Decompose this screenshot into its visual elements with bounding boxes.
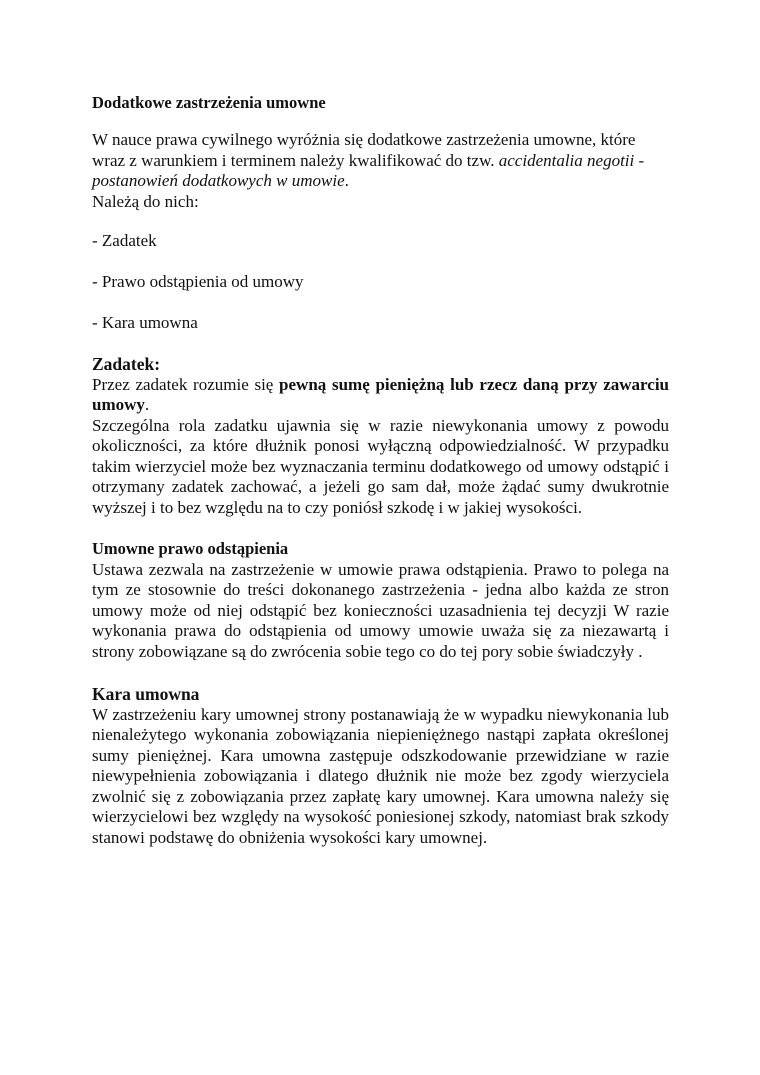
document-page <box>92 93 669 848</box>
zadatek-definition <box>92 375 669 416</box>
zadatek-definition-bold: pewną sumę pieniężną lub rzecz daną przy zawarciu umowy <box>92 374 669 414</box>
zadatek-definition-end: . <box>144 395 150 414</box>
intro-text: W nauce prawa cywilnego wyróżnia się dodatkowe zastrzeżenia umowne, które wraz z warunkiem i terminem należy kwalifikować do tzw. <box>92 130 636 170</box>
kara-umowna-body: W zastrzeżeniu kary umownej strony postanawiają że w wypadku niewykonania lub nienależytego wykonania zobowiązania niepieniężnego nastąpi zapłata określonej sumy pieniężnej. Kara umowna zastępuje odszkodowanie przewidziane w razie niewypełnienia zobowiązania i dlatego dłużnik nie może bez zgody wierzyciela zwolnić się z zobowiązania przez zapłatę kary umownej. Kara umowna należy się wierzycielowi bez względy na wysokość poniesionej szkody, natomiast brak szkody stanowi podstawę do obniżenia wysokości kary umownej. <box>92 704 669 847</box>
section-heading-zadatek: Zadatek: <box>92 354 161 374</box>
list-intro: Należą do nich: <box>92 191 199 211</box>
zadatek-definition-text: Przez zadatek rozumie się <box>92 374 280 394</box>
list-item: - Kara umowna <box>92 313 198 332</box>
intro-text-end: . <box>344 171 349 190</box>
list-item: - Zadatek <box>92 231 157 250</box>
document-title: Dodatkowe zastrzeżenia umowne <box>92 93 326 112</box>
section-heading-prawo-odstapienia: Umowne prawo odstąpienia <box>92 539 289 558</box>
list-item: - Prawo odstąpienia od umowy <box>92 272 304 291</box>
section-heading-kara-umowna: Kara umowna <box>92 684 200 704</box>
prawo-odstapienia-body: Ustawa zezwala na zastrzeżenie w umowie prawa odstąpienia. Prawo to polega na tym ze stosownie do treści dokonanego zastrzeżenia - jedna albo każda ze stron umowy może od niej odstąpić bez konieczności uzasadnienia tej decyzji W razie wykonania prawa do odstąpienia od umowy umowie uważa się za niezawartą i strony zobowiązane są do zwrócenia sobie tego co do tej pory sobie świadczyły . <box>92 559 669 661</box>
intro-italic-term: accidentalia negotii - postanowień dodatkowych w umowie <box>92 150 645 190</box>
intro-paragraph <box>92 130 669 212</box>
zadatek-body: Szczególna rola zadatku ujawnia się w razie niewykonania umowy z powodu okoliczności, za które dłużnik ponosi wyłączną odpowiedzialność. W przypadku takim wierzyciel może bez wyznaczania terminu dodatkowego od umowy odstąpić i otrzymany zadatek zachować, a jeżeli go sam dał, może żądać sumy dwukrotnie wyższej i to bez względu na to czy poniósł szkodę i w jakiej wysokości. <box>92 415 669 517</box>
